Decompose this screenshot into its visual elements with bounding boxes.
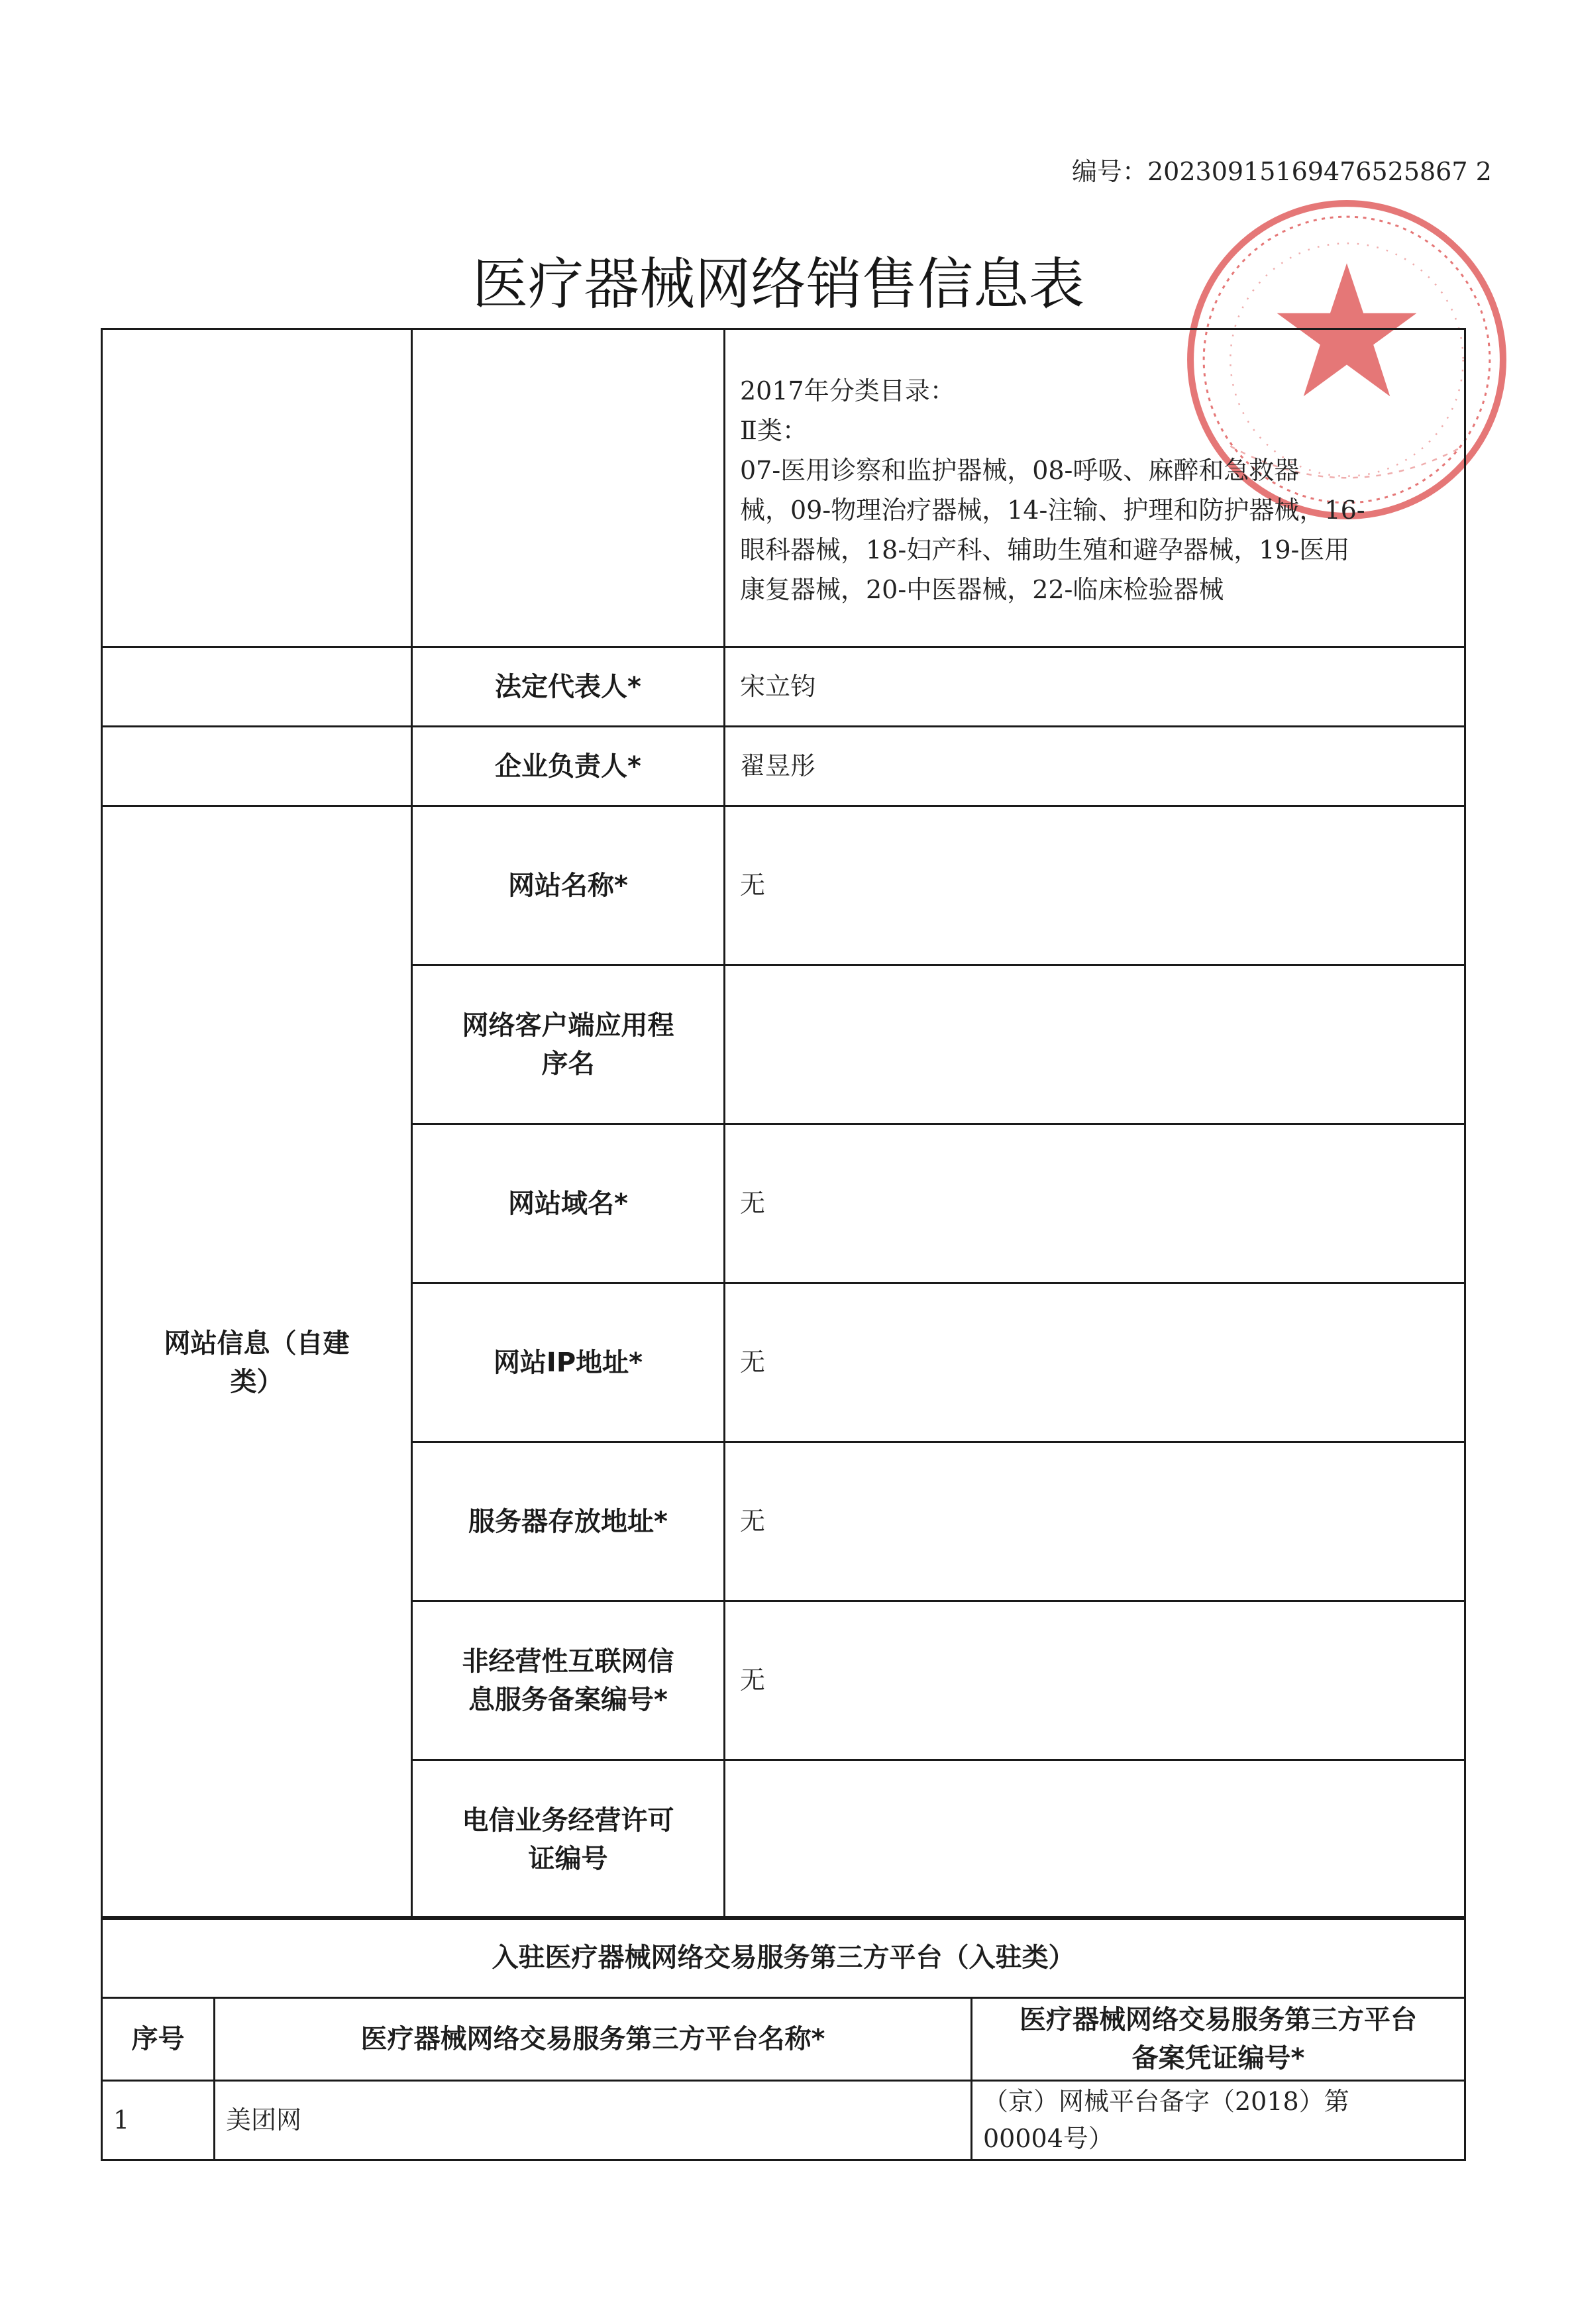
- cert-header-line: 备案凭证编号*: [1131, 2043, 1305, 2074]
- responsible-value: 翟昱彤: [725, 727, 1465, 806]
- platform-section-title: 入驻医疗器械网络交易服务第三方平台（入驻类）: [102, 1917, 1465, 1998]
- document-number: 编号：20230915169476525867 2: [1072, 157, 1492, 186]
- label-line: 非经营性互联网信: [462, 1646, 674, 1677]
- business-scope-row: [102, 329, 1465, 647]
- empty-cell: [102, 727, 412, 806]
- cert-header-line: 医疗器械网络交易服务第三方平台: [1020, 2005, 1417, 2035]
- ip-label: [412, 1283, 725, 1442]
- domain-value: 无: [725, 1124, 1465, 1283]
- platform-header-row: [102, 1998, 1465, 2081]
- cert-number-line: （京）网械平台备字（2018）第: [983, 2087, 1349, 2117]
- empty-cell: [412, 329, 725, 647]
- server-address-label: [412, 1442, 725, 1601]
- page-title: 医疗器械网络销售信息表: [472, 252, 1084, 317]
- platform-name-cell: 美团网: [215, 2081, 972, 2160]
- class-label: Ⅱ类：: [740, 416, 808, 445]
- responsible-label: 企业负责人*: [412, 727, 725, 806]
- label-line: 网站名称*: [508, 870, 628, 901]
- client-app-label: [412, 965, 725, 1124]
- label-line: 网络客户端应用程: [462, 1010, 674, 1041]
- scope-line: 07-医用诊察和监护器械，08-呼吸、麻醉和急救器: [740, 456, 1300, 485]
- server-address-value: 无: [725, 1442, 1465, 1601]
- label-line: 证编号: [528, 1843, 608, 1874]
- empty-cell: [102, 329, 412, 647]
- ip-value: 无: [725, 1283, 1465, 1442]
- website-name-label: [412, 806, 725, 965]
- cert-number-header: [972, 1998, 1465, 2081]
- platform-name-header: 医疗器械网络交易服务第三方平台名称*: [215, 1998, 972, 2081]
- label-line: 网站IP地址*: [493, 1347, 643, 1378]
- website-name-value: 无: [725, 806, 1465, 965]
- label-line: 电信业务经营许可: [462, 1805, 674, 1836]
- empty-cell: [102, 647, 412, 727]
- cert-number-cell: [972, 2081, 1465, 2160]
- seq-header: 序号: [102, 1998, 215, 2081]
- website-section-label-line: 网站信息（自建: [164, 1328, 350, 1359]
- website-name-row: [102, 806, 1465, 965]
- scope-line: 眼科器械，18-妇产科、辅助生殖和避孕器械，19-医用: [740, 535, 1350, 564]
- legal-rep-value: 宋立钧: [725, 647, 1465, 727]
- platform-section-row: [102, 1917, 1465, 1998]
- info-table: [101, 328, 1466, 1920]
- scope-line: 械，09-物理治疗器械，14-注输、护理和防护器械，16-: [740, 496, 1365, 525]
- legal-rep-row: [102, 647, 1465, 727]
- responsible-row: [102, 727, 1465, 806]
- label-line: 息服务备案编号*: [468, 1684, 668, 1715]
- label-line: 序名: [541, 1048, 595, 1079]
- website-section-label: [102, 806, 412, 1919]
- seq-cell: 1: [102, 2081, 215, 2160]
- telecom-license-value: [725, 1760, 1465, 1919]
- legal-rep-label: 法定代表人*: [412, 647, 725, 727]
- domain-label: [412, 1124, 725, 1283]
- telecom-license-label: [412, 1760, 725, 1919]
- icp-filing-label: [412, 1601, 725, 1760]
- client-app-value: [725, 965, 1465, 1124]
- platform-row: [102, 2081, 1465, 2160]
- business-scope-cell: [725, 329, 1465, 647]
- cert-number-line: 00004号）: [983, 2123, 1114, 2153]
- platform-table: [101, 1916, 1466, 2161]
- scope-line: 康复器械，20-中医器械，22-临床检验器械: [740, 575, 1224, 604]
- icp-filing-value: 无: [725, 1601, 1465, 1760]
- label-line: 服务器存放地址*: [468, 1506, 668, 1537]
- label-line: 网站域名*: [508, 1188, 628, 1219]
- website-section-label-line: 类）: [230, 1366, 284, 1397]
- catalog-title: 2017年分类目录：: [740, 376, 955, 405]
